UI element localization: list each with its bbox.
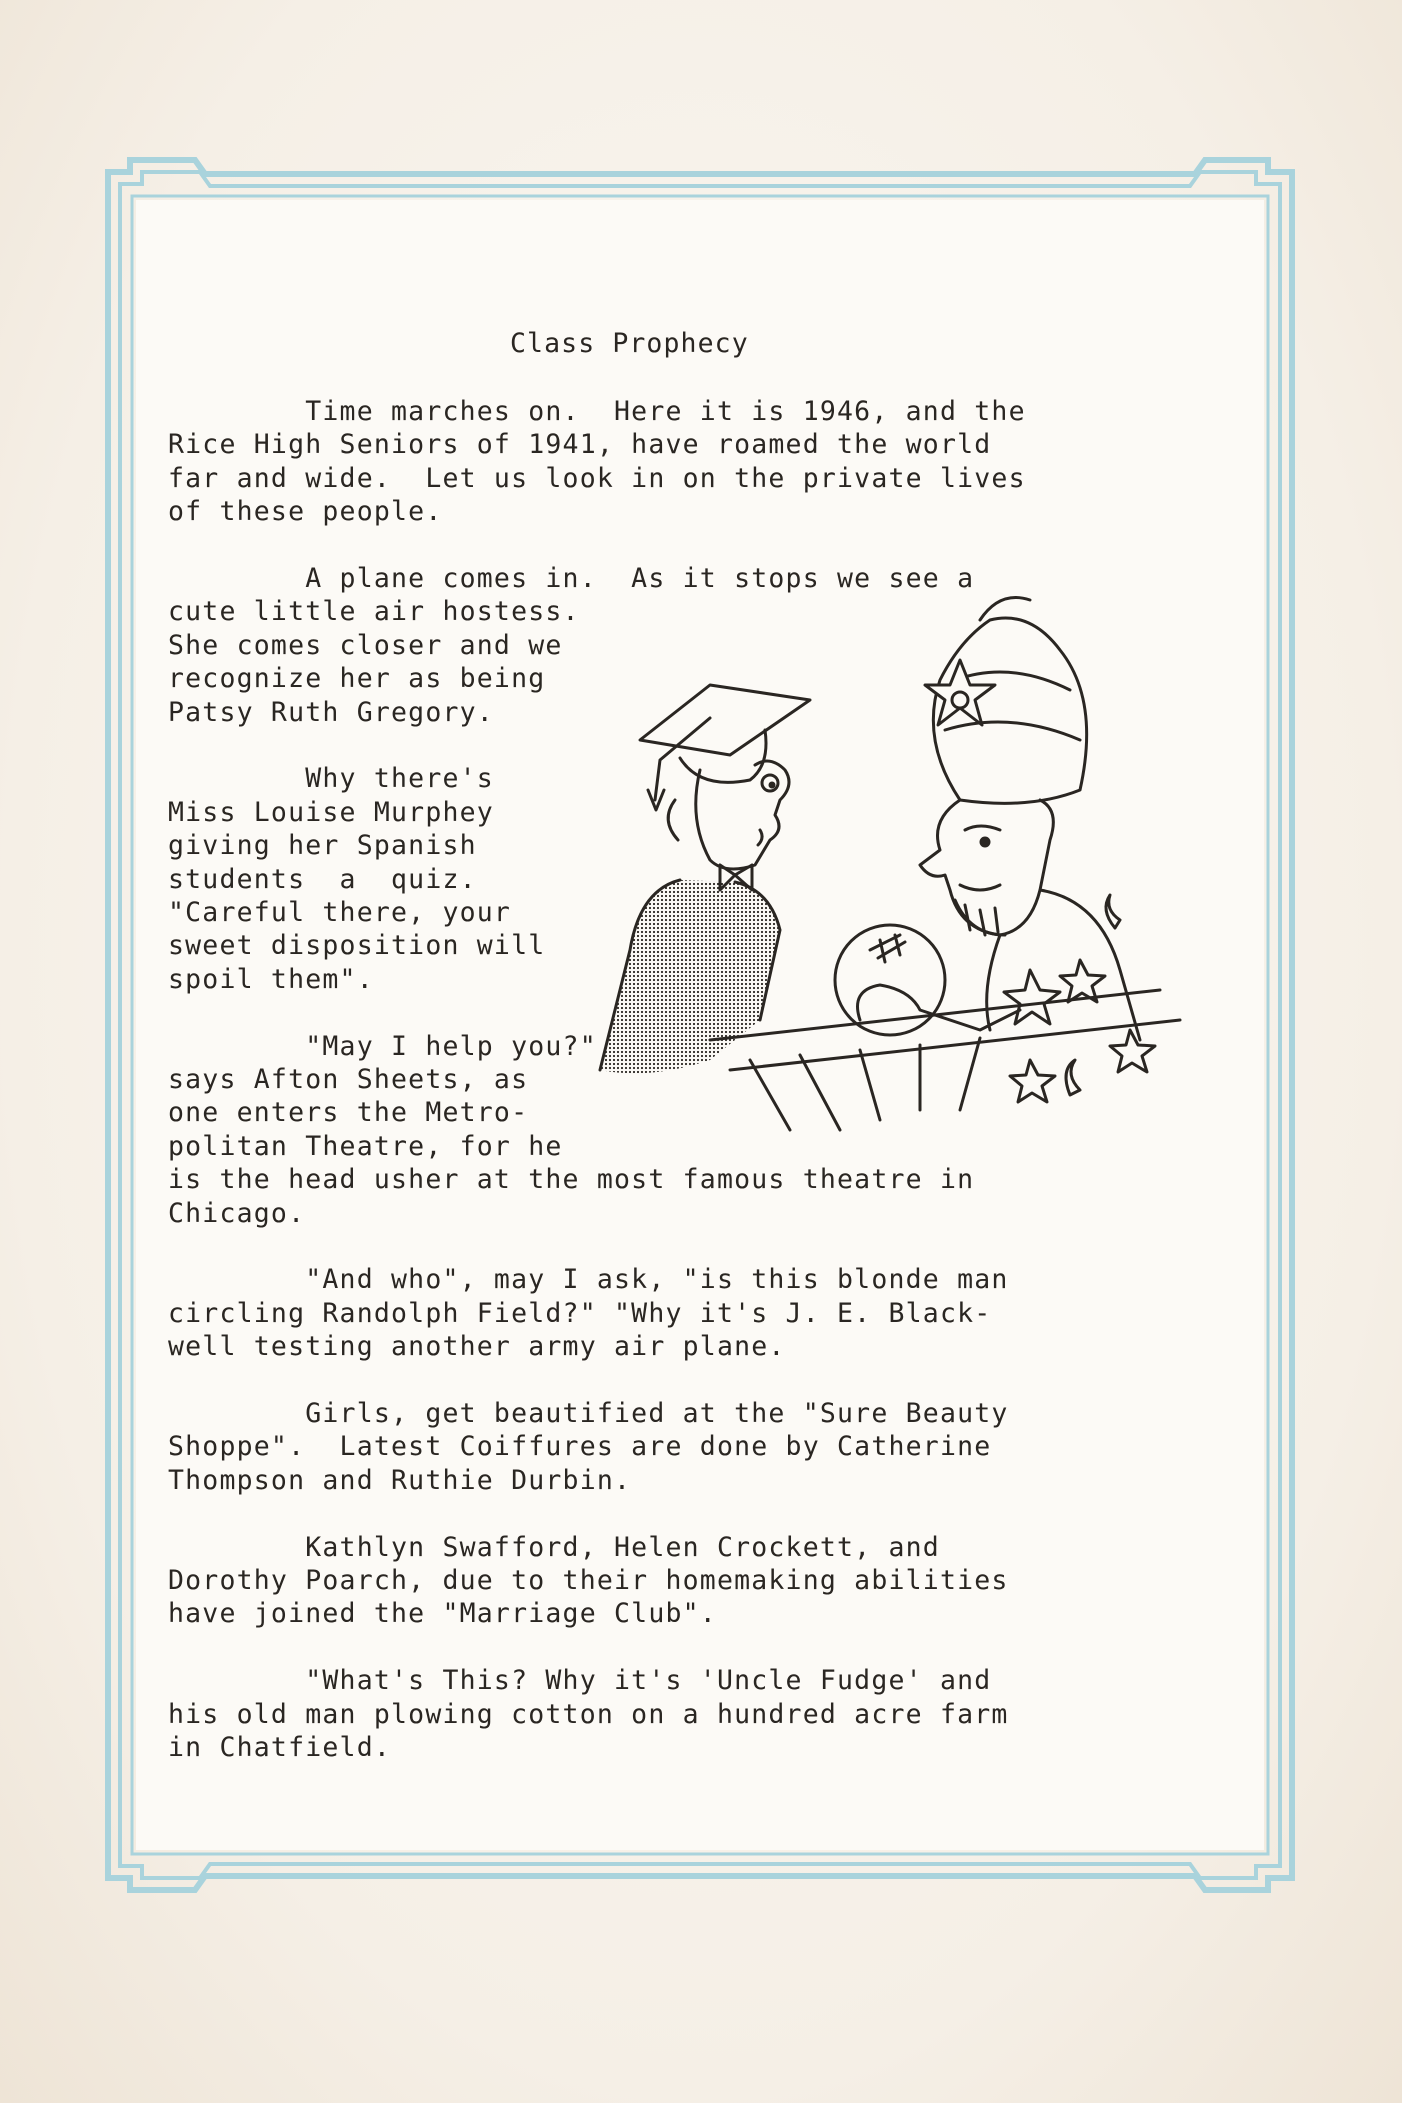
text-line: She comes closer and we: [168, 629, 563, 661]
text-line: have joined the "Marriage Club".: [168, 1598, 717, 1630]
text-line: well testing another army air plane.: [168, 1331, 786, 1363]
text-line: Chicago.: [168, 1197, 306, 1229]
text-line: Rice High Seniors of 1941, have roamed the world: [168, 429, 992, 461]
text-line: "What's This? Why it's 'Uncle Fudge' and: [168, 1665, 992, 1697]
text-line: Girls, get beautified at the "Sure Beauty: [168, 1398, 1009, 1429]
text-line: Thompson and Ruthie Durbin.: [168, 1464, 632, 1496]
text-line: cute little air hostess.: [168, 596, 580, 628]
text-line: students a quiz.: [168, 863, 477, 895]
text-line: giving her Spanish: [168, 830, 477, 862]
text-line: his old man plowing cotton on a hundred acre farm: [168, 1698, 1009, 1730]
text-line: far and wide. Let us look in on the private lives: [168, 462, 1026, 494]
text-line: sweet disposition will: [168, 930, 546, 962]
text-line: in Chatfield.: [168, 1732, 392, 1763]
text-line: one enters the Metro-: [168, 1097, 529, 1129]
text-line: Miss Louise Murphey: [168, 796, 494, 828]
text-line: "May I help you?": [168, 1030, 597, 1062]
text-line: recognize her as being: [168, 663, 546, 695]
text-line: Patsy Ruth Gregory.: [168, 696, 494, 728]
text-line: politan Theatre, for he: [168, 1130, 563, 1162]
text-line: says Afton Sheets, as: [168, 1064, 529, 1095]
text-line: circling Randolph Field?" "Why it's J. E. Black-: [168, 1297, 992, 1329]
text-line: Kathlyn Swafford, Helen Crockett, and: [168, 1531, 940, 1563]
text-line: spoil them".: [168, 963, 374, 995]
text-line: Dorothy Poarch, due to their homemaking abilities: [168, 1565, 1009, 1596]
page-title: Class Prophecy: [510, 328, 749, 359]
text-line: "And who", may I ask, "is this blonde man: [168, 1264, 1009, 1296]
text-line: Why there's: [168, 763, 494, 795]
text-line: Time marches on. Here it is 1946, and the: [168, 396, 1026, 427]
text-line: Shoppe". Latest Coiffures are done by Catherine: [168, 1431, 992, 1463]
text-line: A plane comes in. As it stops we see a: [168, 563, 975, 594]
text-line: is the head usher at the most famous theatre in: [168, 1164, 975, 1196]
text-line: of these people.: [168, 496, 443, 528]
text-line: "Careful there, your: [168, 897, 512, 928]
graduate-and-fortune-teller-cartoon-icon: [560, 590, 1200, 1150]
